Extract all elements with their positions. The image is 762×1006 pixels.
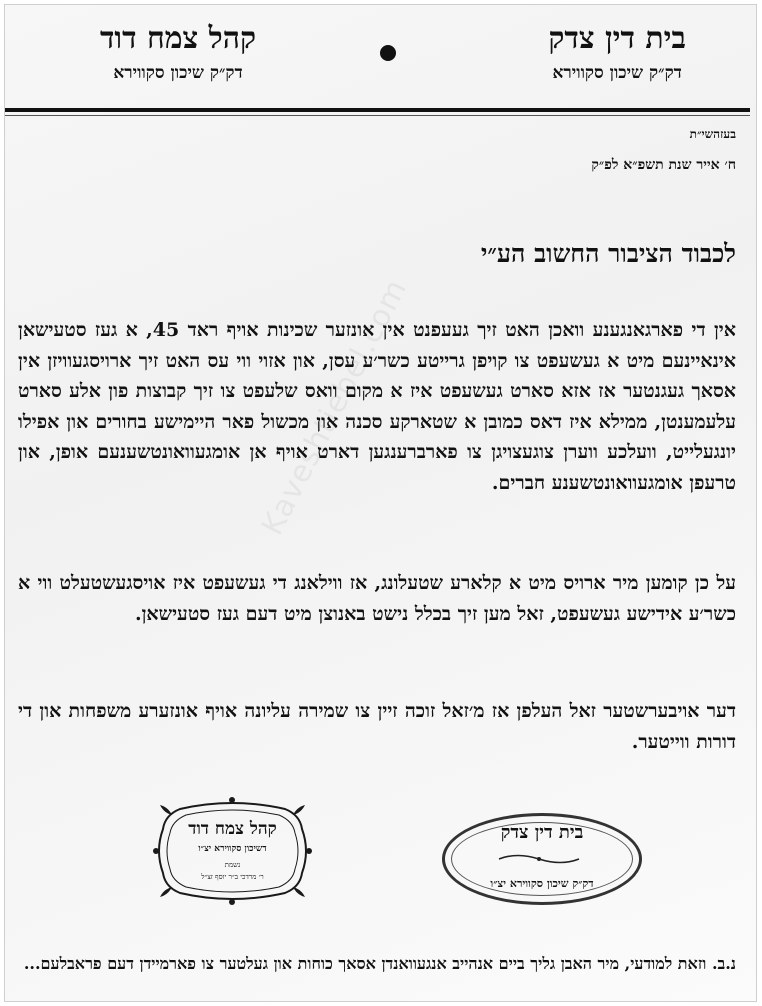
postscript: נ.ב. וזאת למודעי, מיר האבן גליך ביים אנהייב אנגעוואנדן אסאך כוחות און געלטער צו פארמיידן דעם פראבלעם... (23, 954, 736, 973)
beis-din-stamp-title: בית דין צדק (500, 822, 584, 843)
header-rule-thin (5, 115, 750, 116)
watermark: Kaveshtiebel.com (255, 273, 415, 541)
kehal-letterhead (100, 21, 256, 83)
kehal-stamp-location: דשיכון סקווירא יצ״ו (198, 844, 267, 854)
header-divider-dot (380, 45, 396, 61)
bsd-mark: בעזהשי״ת (689, 127, 736, 141)
beis-din-title: בית דין צדק (548, 21, 686, 56)
kehal-stamp-name: קהל צמח דוד (188, 819, 277, 839)
kehal-stamp-line3: נשמת (224, 861, 241, 869)
kehal-subtitle: דק״ק שיכון סקווירא (113, 63, 243, 83)
kehal-stamp (150, 795, 315, 907)
flourish-icon (497, 852, 581, 866)
header-rule (5, 108, 750, 112)
beis-din-stamp-location: דק״ק שיכון סקווירא יצ״ו (490, 877, 594, 890)
kehal-stamp-line4: ר׳ מרדכי ב״ר יוסף זצ״ל (201, 873, 264, 881)
salutation: לכבוד הציבור החשוב הע״י (480, 239, 736, 268)
letter-date: ח׳ אייר שנת תשפ״א לפ״ק (591, 157, 736, 173)
kehal-title: קהל צמח דוד (100, 21, 257, 56)
beis-din-stamp (442, 813, 642, 905)
letter-page (4, 4, 757, 1002)
paragraph-1: אין די פארגאנגענע וואכן האט זיך געעפנט אין אונזער שכינות אויף ראד 45, א געז סטעישאן אינאיינעם מיט א געשעפט צו קויפן גרייטע כשר׳ע עסן, און אזוי ווי עס האט זיך ארויסגעוויזן אין אסאך געגנטער אז אזא סארט געשעפט איז א מקום וואס שלעפט צו זיך קבוצות פון אלע סארט עלעמענטן, ממילא איז דאס כמובן א שטארקע סכנה און מכשול פאר היימישע בחורים און אפילו יונגעלייט, וועלכע ווערן צוגעצויגן צו פארברענגען דארט אויף אן אומגעוואונטשענעם אופן, און טרעפן אומגעוואונטשענע חברים. (18, 319, 736, 494)
beis-din-letterhead (548, 21, 686, 83)
paragraph-2: על כן קומען מיר ארויס מיט א קלארע שטעלונג, אז ווילאנג די געשעפט איז אויסגעשטעלט ווי א כשר׳ע אידישע געשעפט, זאל מען זיך בכלל נישט באנוצן מיט דעם געז סטעישאן. (18, 572, 736, 625)
beis-din-subtitle: דק״ק שיכון סקווירא (552, 63, 682, 83)
paragraph-3: דער אויבערשטער זאל העלפן אז מ׳זאל זוכה זיין צו שמירה עליונה אויף אונזערע משפחות און די דורות ווייטער. (18, 700, 736, 753)
